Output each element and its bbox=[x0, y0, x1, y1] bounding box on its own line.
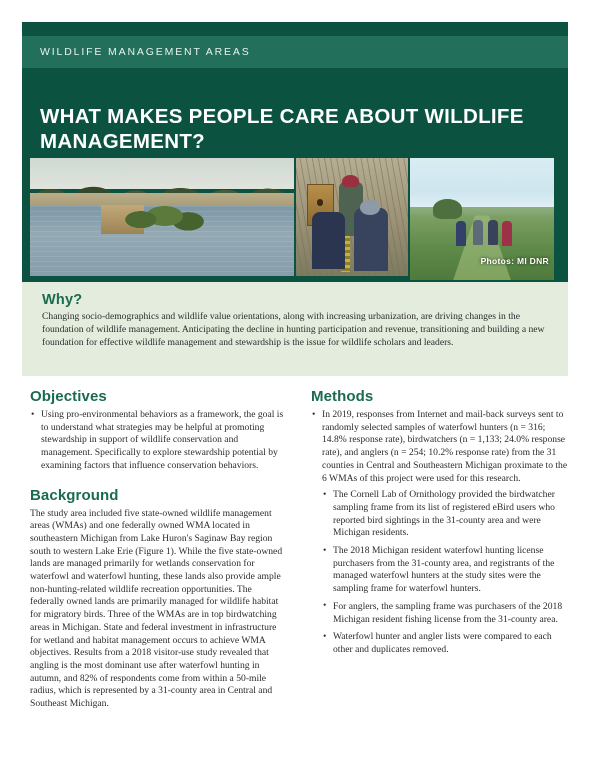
photo-group-walking-grass-trail bbox=[410, 158, 554, 280]
photo3-walker-1 bbox=[456, 221, 466, 245]
methods-sub-list-wrap bbox=[311, 489, 569, 656]
objectives-list bbox=[30, 409, 288, 473]
eyebrow-band bbox=[22, 36, 568, 68]
photo2-red-hat bbox=[342, 175, 359, 188]
list-item: • Using pro-environmental behaviors as a framework, the goal is to understand what strategies may be helpful at promoting stewardship in support of wildlife conservation and management. Specifically to explore stewardship potential by examining factors that influence conservation behaviors. bbox=[30, 409, 288, 473]
photo1-brush-cover bbox=[125, 198, 204, 233]
why-body-text: Changing socio-demographics and wildlife value orientations, along with increasing urbanization, are driving changes in the foundation of wildlife management. Anticipating the decline in hunting participation and revenue, transitioning and building a new foundation for effective wildlife management and stewardship is the issue for wildlife scholars and leaders. bbox=[42, 311, 545, 348]
list-item: • The Cornell Lab of Ornithology provided the birdwatcher sampling frame from its list of registered eBird users who reported bird sightings in the 31-county area and were Michigan residents. bbox=[322, 489, 569, 540]
list-item: • Waterfowl hunter and angler lists were compared to each other and duplicates removed. bbox=[322, 631, 569, 656]
right-column bbox=[311, 388, 569, 711]
photo3-walker-2 bbox=[473, 220, 483, 244]
page-title: WHAT MAKES PEOPLE CARE ABOUT WILDLIFE MANAGEMENT? bbox=[40, 104, 524, 153]
objectives-heading: Objectives bbox=[30, 388, 107, 405]
left-column bbox=[30, 388, 288, 711]
why-callout bbox=[22, 282, 568, 376]
photo-duck-blind-on-water bbox=[30, 158, 294, 276]
photo2-person-right bbox=[354, 208, 388, 272]
why-heading: Why? bbox=[42, 292, 83, 308]
photo2-hood bbox=[360, 200, 380, 214]
photo3-walker-4 bbox=[502, 221, 512, 245]
methods-sub-list bbox=[322, 489, 569, 656]
photo-researchers-at-nest-box bbox=[296, 158, 408, 276]
methods-heading: Methods bbox=[311, 388, 374, 405]
list-item: • The 2018 Michigan resident waterfowl hunting license purchasers from the 31-county area, and registrants of the managed waterfowl hunters at the study sites were the sampling frame for waterfowl hunters. bbox=[322, 545, 569, 596]
photo-strip bbox=[30, 158, 554, 276]
body-columns bbox=[30, 388, 570, 711]
list-item: • In 2019, responses from Internet and mail-back surveys sent to randomly selected samples of waterfowl hunters (n = 316; 14.8% response rate), birdwatchers (n = 1,133; 24.0% response rate), and anglers (n = 254; 10.2% response rate) from the 31 counties in Central and Southeastern Michigan proximate to the 6 WMAs of this project were used for this research. bbox=[311, 409, 569, 485]
background-body-text: The study area included five state-owned wildlife management areas (WMAs) and one federally owned WMA located in southeastern Michigan from Lake Huron's Saginaw Bay region south to western Lake Erie (Figure 1). While the five state-owned lands are managed primarily for wetlands conservation for waterfowl and waterfowl hunting, these lands also provide ample non-hunting-related wildlife recreation opportunities. The federally owned lands are primarily managed for wildlife habitat for migratory birds. Three of the WMAs are in top birdwatching areas in Michigan. State and federal investment in infrastructure for wetland and habitat management occurs to achieve WMA objectives. Results from a 2018 visitor-use study revealed that angling is the most dominant use after waterfowl hunting in autumn, and 82% of respondents come from within a 50-mile radius, which is represented by a 31-county area in Central and Southeast Michigan. bbox=[30, 507, 283, 710]
photo2-person-left bbox=[312, 212, 346, 269]
photo-credit: Photos: MI DNR bbox=[480, 256, 549, 266]
eyebrow-label: WILDLIFE MANAGEMENT AREAS bbox=[40, 46, 251, 58]
list-item: • For anglers, the sampling frame was purchasers of the 2018 Michigan resident fishing license from the 31-county area. bbox=[322, 601, 569, 626]
methods-list bbox=[311, 409, 569, 485]
photo3-walker-3 bbox=[488, 220, 498, 244]
background-heading: Background bbox=[30, 486, 119, 504]
